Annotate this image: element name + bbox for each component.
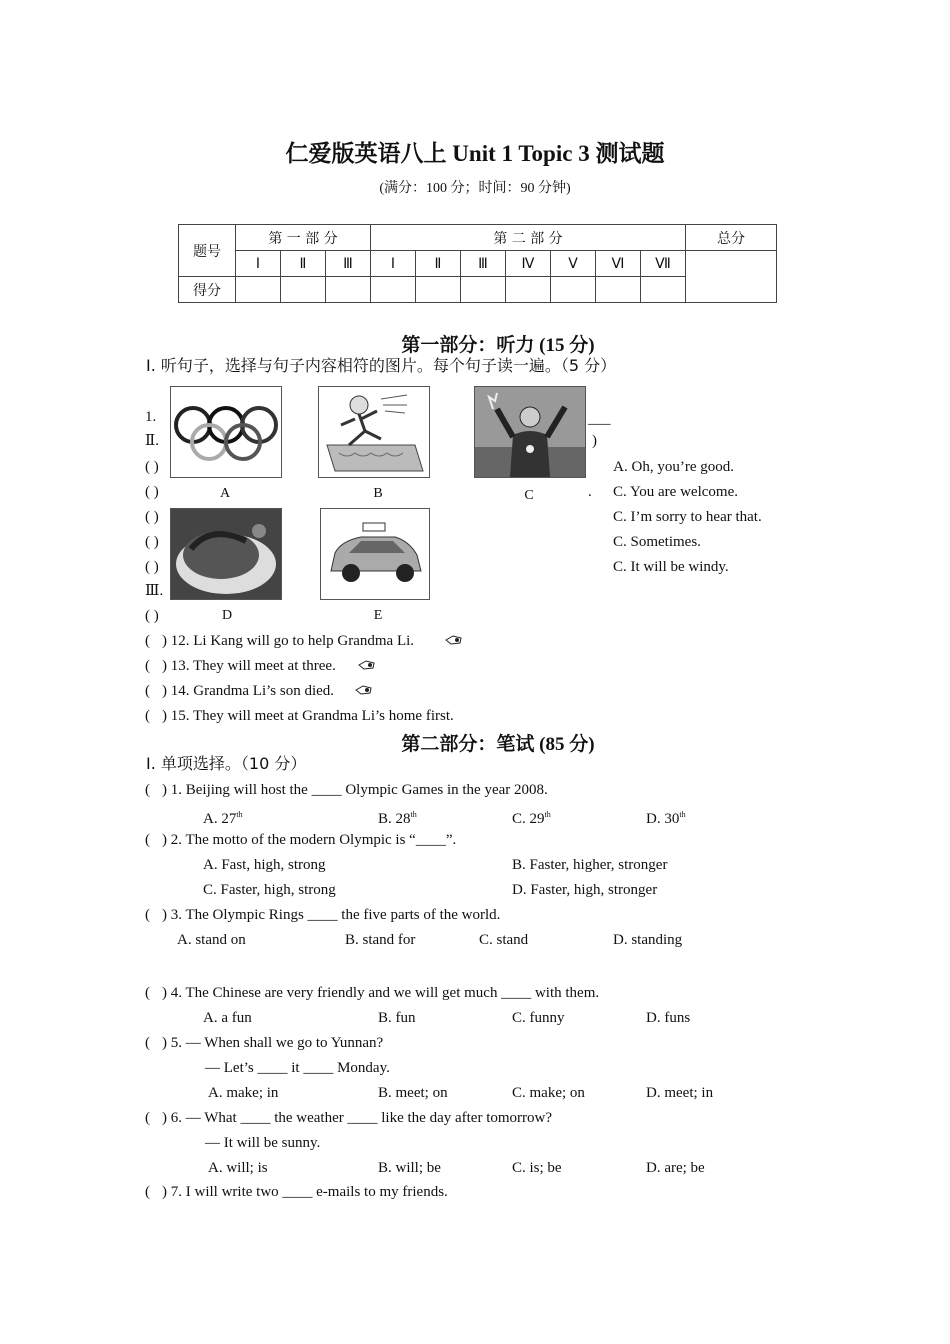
paren-open: (: [145, 782, 150, 798]
col-p1-3: Ⅲ: [326, 251, 371, 277]
picture-taxi: [320, 508, 430, 600]
picture-olympic-rings: [170, 386, 282, 478]
q13-paren-open: (: [145, 658, 162, 674]
score-cell: [281, 277, 326, 303]
hand-pointer-icon: [355, 684, 373, 696]
answer-paren: ( ): [145, 534, 159, 550]
option-d: D. funs: [646, 1010, 691, 1026]
question-stem: ) 5. — When shall we go to Yunnan?: [162, 1035, 384, 1051]
q14-paren-open: (: [145, 683, 162, 699]
col-p2-3: Ⅲ: [461, 251, 506, 277]
question-stem: ) 2. The motto of the modern Olympic is “____”.: [162, 832, 457, 848]
option-d: D. 30th: [646, 810, 686, 827]
option-a: A. make; in: [208, 1085, 279, 1101]
question-line2: — It will be sunny.: [205, 1135, 321, 1151]
option-b: B. fun: [378, 1010, 416, 1026]
page-subtitle: (满分：100 分；时间：90 分钟): [379, 181, 571, 196]
picture-label-c: C: [524, 488, 534, 503]
score-cell: [641, 277, 686, 303]
option-b: B. meet; on: [378, 1085, 448, 1101]
col-p2-7: Ⅶ: [641, 251, 686, 277]
answer-paren: ( ): [145, 559, 159, 575]
option-b: B. stand for: [345, 932, 416, 948]
part1-section1-instruction: Ⅰ. 听句子，选择与句子内容相符的图片。每个句子读一遍。（5 分）: [146, 356, 617, 375]
part2-header: 第 二 部 分: [371, 225, 686, 251]
taxi-icon: [321, 509, 429, 599]
question-stem: ) 4. The Chinese are very friendly and we will get much ____ with them.: [162, 985, 600, 1001]
hand-pointer-icon: [358, 659, 376, 671]
option-a: A. stand on: [177, 932, 246, 948]
answer-paren: ( ): [145, 608, 159, 624]
question-line2: — Let’s ____ it ____ Monday.: [205, 1060, 390, 1076]
option-c: C. stand: [479, 932, 529, 948]
section2-marker: Ⅱ.: [145, 433, 159, 449]
option-c: C. 29th: [512, 810, 551, 827]
score-cell: [416, 277, 461, 303]
score-label: 得分: [179, 277, 236, 303]
option-d: D. are; be: [646, 1160, 705, 1176]
picture-label-e: E: [373, 608, 383, 623]
option-a: A. a fun: [203, 1010, 252, 1026]
paren-open: (: [145, 1035, 150, 1051]
option-text: C. Sometimes.: [613, 534, 701, 550]
option-a: A. 27th: [203, 810, 243, 827]
q14-text: ) 14. Grandma Li’s son died.: [162, 683, 335, 699]
option-a: A. Fast, high, strong: [203, 857, 326, 873]
girl-jumping-icon: [319, 387, 429, 477]
paren-open: (: [145, 985, 150, 1001]
col-p2-4: Ⅳ: [506, 251, 551, 277]
score-cell: [596, 277, 641, 303]
option-a: A. will; is: [208, 1160, 268, 1176]
part2-section1-instruction: Ⅰ. 单项选择。（10 分）: [146, 754, 307, 773]
paren-open: (: [145, 907, 150, 923]
q15-text: ) 15. They will meet at Grandma Li’s home first.: [162, 708, 454, 724]
option-text: C. I’m sorry to hear that.: [613, 509, 762, 525]
row-header: 题号: [179, 225, 236, 277]
col-p2-6: Ⅵ: [596, 251, 641, 277]
q12-paren-open: (: [145, 633, 162, 649]
option-c: C. make; on: [512, 1085, 585, 1101]
option-text: C. You are welcome.: [613, 484, 738, 500]
option-b: B. Faster, higher, stronger: [512, 857, 668, 873]
part1-header: 第 一 部 分: [236, 225, 371, 251]
picture-label-d: D: [221, 608, 233, 623]
part2-heading: 第二部分：笔试 (85 分): [401, 734, 595, 755]
score-cell: [551, 277, 596, 303]
fragment-dot: .: [588, 484, 592, 500]
option-d: D. standing: [613, 932, 683, 948]
option-b: B. 28th: [378, 810, 417, 827]
option-d: D. meet; in: [646, 1085, 714, 1101]
picture-athlete-medal: [474, 386, 586, 478]
answer-paren: ( ): [145, 459, 159, 475]
q15-paren-open: (: [145, 708, 162, 724]
fragment-paren: ): [592, 433, 597, 449]
picture-girl-jumping: [318, 386, 430, 478]
food-dish-icon: [171, 509, 281, 599]
option-d: D. Faster, high, stronger: [512, 882, 658, 898]
olympic-rings-icon: [171, 387, 281, 477]
option-b: B. will; be: [378, 1160, 441, 1176]
q1-number: 1.: [145, 409, 157, 425]
col-p1-1: Ⅰ: [236, 251, 281, 277]
option-c: C. funny: [512, 1010, 565, 1026]
hand-pointer-icon: [445, 634, 463, 646]
question-stem: ) 3. The Olympic Rings ____ the five parts of the world.: [162, 907, 501, 923]
score-cell: [326, 277, 371, 303]
paren-open: (: [145, 1184, 150, 1200]
question-stem: ) 1. Beijing will host the ____ Olympic Games in the year 2008.: [162, 782, 548, 798]
q12-text: ) 12. Li Kang will go to help Grandma Li.: [162, 633, 415, 649]
score-cell: [371, 277, 416, 303]
col-p2-2: Ⅱ: [416, 251, 461, 277]
score-cell: [236, 277, 281, 303]
picture-food-dish: [170, 508, 282, 600]
picture-label-b: B: [373, 486, 383, 501]
total-cell: [686, 251, 777, 303]
col-p1-2: Ⅱ: [281, 251, 326, 277]
part1-heading: 第一部分：听力 (15 分): [401, 335, 595, 356]
option-text: C. It will be windy.: [613, 559, 729, 575]
paren-open: (: [145, 832, 150, 848]
question-stem: ) 7. I will write two ____ e-mails to my friends.: [162, 1184, 448, 1200]
question-stem: ) 6. — What ____ the weather ____ like the day after tomorrow?: [162, 1110, 553, 1126]
paren-open: (: [145, 1110, 150, 1126]
section3-marker: Ⅲ.: [145, 583, 164, 599]
page-title: 仁爱版英语八上 Unit 1 Topic 3 测试题: [285, 141, 665, 166]
answer-paren: ( ): [145, 509, 159, 525]
total-header: 总分: [686, 225, 777, 251]
answer-paren: ( ): [145, 484, 159, 500]
answer-blank: ___: [588, 411, 611, 427]
col-p2-1: Ⅰ: [371, 251, 416, 277]
option-c: C. Faster, high, strong: [203, 882, 336, 898]
athlete-medal-icon: [475, 387, 585, 477]
option-text: A. Oh, you’re good.: [613, 459, 734, 475]
picture-label-a: A: [219, 486, 231, 501]
score-cell: [506, 277, 551, 303]
score-cell: [461, 277, 506, 303]
option-c: C. is; be: [512, 1160, 562, 1176]
q13-text: ) 13. They will meet at three.: [162, 658, 336, 674]
score-table: [178, 224, 777, 303]
col-p2-5: Ⅴ: [551, 251, 596, 277]
